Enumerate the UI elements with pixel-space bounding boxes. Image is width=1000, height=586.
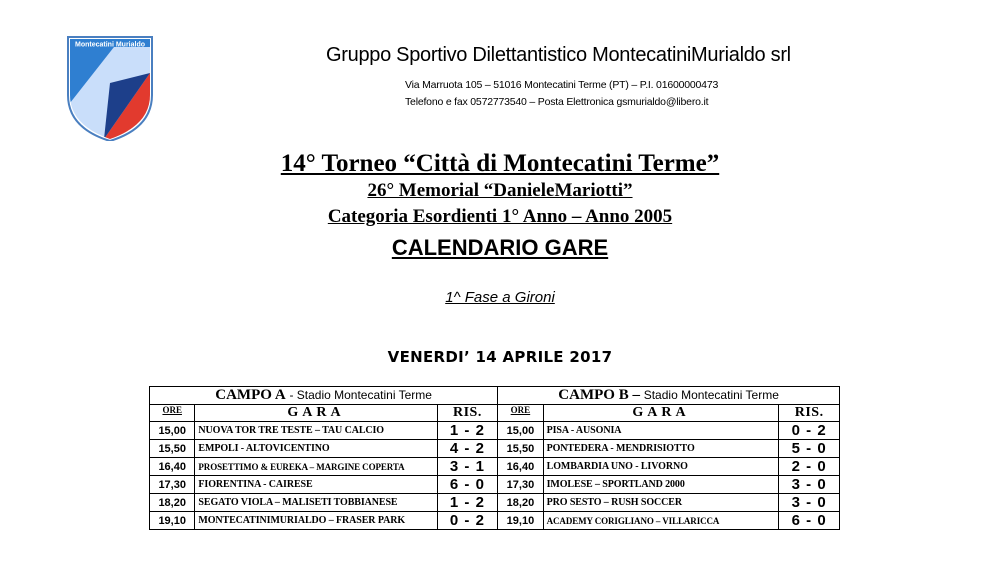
table-row [150, 494, 840, 512]
campo-b-match: PRO SESTO – RUSH SOCCER [543, 494, 779, 512]
campo-b-ris-header: RIS. [779, 405, 840, 422]
calendar-title: CALENDARIO GARE [391, 235, 609, 260]
campo-a-time: 18,20 [150, 494, 195, 512]
logo-text: Montecatini Murialdo [75, 41, 145, 49]
campo-b-match: IMOLESE – SPORTLAND 2000 [543, 476, 779, 494]
campo-a-match: FIORENTINA - CAIRESE [195, 476, 437, 494]
tournament-title: 14° Torneo “Città di Montecatini Terme” [280, 150, 720, 177]
campo-a-match: NUOVA TOR TRE TESTE – TAU CALCIO [195, 422, 437, 440]
campo-a-stadium: - Stadio Montecatini Terme [289, 388, 432, 402]
schedule-table [149, 386, 840, 530]
campo-b-match: PONTEDERA - MENDRISIOTTO [543, 440, 779, 458]
category-title: Categoria Esordienti 1° Anno – Anno 2005 [327, 206, 673, 227]
campo-b-result: 5 - 0 [779, 440, 840, 458]
campo-b-time: 15,50 [498, 440, 543, 458]
organization-contact: Telefono e fax 0572773540 – Posta Elettronica gsmurialdo@libero.it [405, 96, 709, 108]
organization-address: Via Marruota 105 – 51016 Montecatini Terme (PT) – P.I. 01600000473 [405, 79, 719, 91]
campo-b-result: 3 - 0 [779, 494, 840, 512]
phase-label: 1^ Fase a Gironi [445, 289, 555, 306]
campo-b-time: 19,10 [498, 512, 543, 530]
campo-a-match: PROSETTIMO & EUREKA – MARGINE COPERTA [195, 458, 437, 476]
campo-b-match: ACADEMY CORIGLIANO – VILLARICCA [543, 512, 779, 530]
campo-b-time: 15,00 [498, 422, 543, 440]
campo-b-gara-header: GARA [543, 405, 779, 422]
campo-b-result: 2 - 0 [779, 458, 840, 476]
campo-a-result: 4 - 2 [437, 440, 498, 458]
campo-b-ore-header: ORE [498, 405, 543, 422]
club-logo [64, 33, 156, 141]
campo-b-time: 18,20 [498, 494, 543, 512]
campo-a-result: 1 - 2 [437, 422, 498, 440]
campo-a-result: 3 - 1 [437, 458, 498, 476]
table-row [150, 476, 840, 494]
campo-b-header [498, 387, 840, 405]
campo-b-match: PISA - AUSONIA [543, 422, 779, 440]
organization-name: Gruppo Sportivo Dilettantistico MontecatiniMurialdo srl [326, 44, 791, 66]
table-row [150, 440, 840, 458]
table-row [150, 512, 840, 530]
campo-a-gara-header: GARA [195, 405, 437, 422]
campo-a-time: 15,50 [150, 440, 195, 458]
campo-b-result: 6 - 0 [779, 512, 840, 530]
campo-b-result: 0 - 2 [779, 422, 840, 440]
club-crest-icon [64, 33, 156, 141]
campo-a-match: SEGATO VIOLA – MALISETI TOBBIANESE [195, 494, 437, 512]
column-header-row [150, 405, 840, 422]
campo-a-header [150, 387, 498, 405]
campo-a-time: 19,10 [150, 512, 195, 530]
campo-a-time: 17,30 [150, 476, 195, 494]
campo-b-name: CAMPO B – [558, 387, 640, 403]
campo-b-time: 16,40 [498, 458, 543, 476]
table-row [150, 458, 840, 476]
campo-a-time: 16,40 [150, 458, 195, 476]
campo-a-result: 0 - 2 [437, 512, 498, 530]
campo-b-match: LOMBARDIA UNO - LIVORNO [543, 458, 779, 476]
campo-a-match: EMPOLI - ALTOVICENTINO [195, 440, 437, 458]
campo-a-result: 1 - 2 [437, 494, 498, 512]
campo-a-result: 6 - 0 [437, 476, 498, 494]
campo-a-ore-header: ORE [150, 405, 195, 422]
memorial-title: 26° Memorial “DanieleMariotti” [367, 180, 633, 201]
campo-a-match: MONTECATINIMURIALDO – FRASER PARK [195, 512, 437, 530]
campo-a-ris-header: RIS. [437, 405, 498, 422]
date-heading: VENERDI’ 14 APRILE 2017 [387, 348, 613, 366]
campo-b-result: 3 - 0 [779, 476, 840, 494]
table-row [150, 422, 840, 440]
campo-header-row [150, 387, 840, 405]
campo-b-time: 17,30 [498, 476, 543, 494]
campo-a-time: 15,00 [150, 422, 195, 440]
campo-b-stadium: Stadio Montecatini Terme [643, 388, 779, 402]
campo-a-name: CAMPO A [215, 387, 286, 403]
